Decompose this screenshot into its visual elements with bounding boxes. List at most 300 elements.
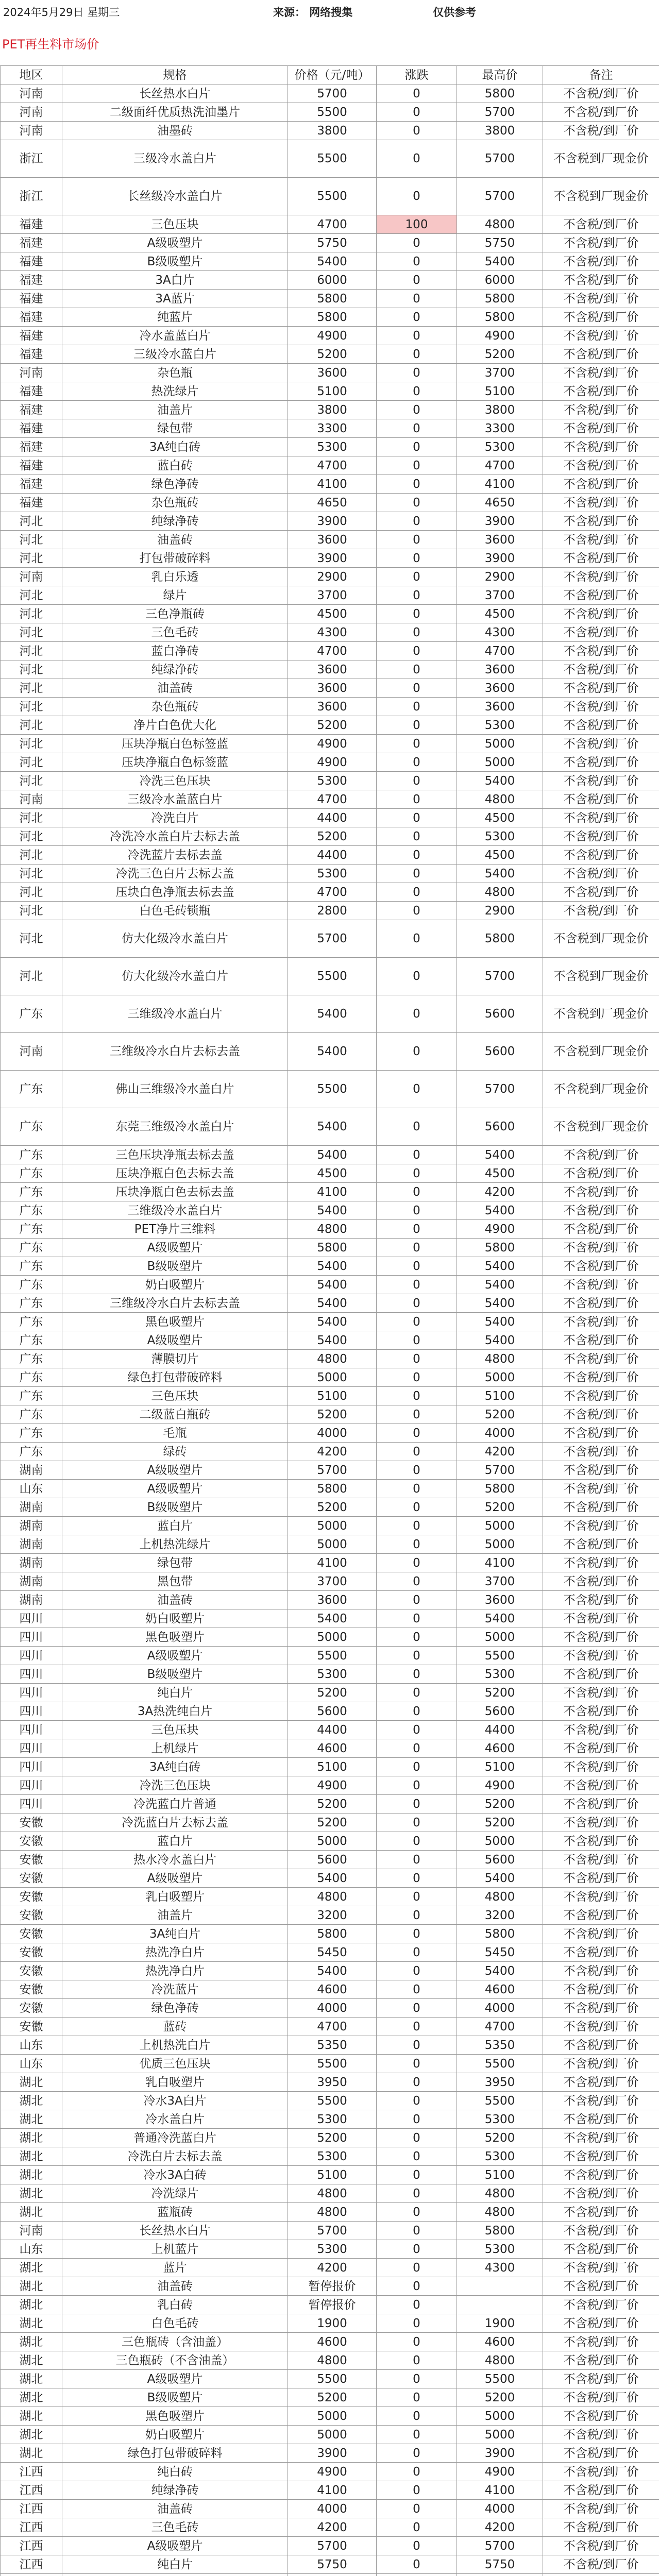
note-cell: 不含税/到厂价 [543, 2388, 659, 2407]
note-cell: 不含税/到厂价 [543, 790, 659, 809]
note-cell: 不含税/到厂价 [543, 2426, 659, 2444]
note-cell: 不含税/到厂价 [543, 1925, 659, 1943]
change-cell: 0 [377, 1443, 457, 1461]
region-cell: 河南 [1, 84, 62, 103]
change-cell: 0 [377, 1517, 457, 1535]
spec-cell: 三维级冷水白片去标去盖 [62, 1033, 288, 1071]
region-cell: 湖北 [1, 2277, 62, 2296]
table-row [1, 2481, 659, 2500]
change-cell: 0 [377, 494, 457, 512]
region-cell: 湖北 [1, 2129, 62, 2147]
change-cell: 0 [377, 103, 457, 122]
table-row [1, 419, 659, 438]
high-price-cell: 5800 [457, 308, 543, 327]
spec-cell: 奶白吸塑片 [62, 1276, 288, 1294]
region-cell: 四川 [1, 1758, 62, 1776]
table-row [1, 2055, 659, 2073]
note-cell: 不含税到厂现金价 [543, 178, 659, 215]
region-cell: 安徽 [1, 1814, 62, 1832]
region-cell: 浙江 [1, 140, 62, 178]
column-header: 涨跌 [377, 66, 457, 84]
region-cell: 江西 [1, 2463, 62, 2481]
spec-cell: 绿色打包带破碎料 [62, 2444, 288, 2463]
region-cell: 河北 [1, 883, 62, 902]
price-cell: 4300 [288, 623, 377, 642]
spec-cell: 杂色瓶砖 [62, 494, 288, 512]
spec-cell: 3A蓝片 [62, 290, 288, 308]
price-cell: 3900 [288, 512, 377, 531]
region-cell: 福建 [1, 382, 62, 401]
change-cell: 0 [377, 1201, 457, 1220]
price-table [0, 65, 659, 2576]
high-price-cell: 4300 [457, 623, 543, 642]
high-price-cell: 4500 [457, 605, 543, 623]
region-cell: 四川 [1, 1609, 62, 1628]
spec-cell: 蓝白砖 [62, 456, 288, 475]
spec-cell: 打包带破碎料 [62, 549, 288, 568]
high-price-cell [457, 2277, 543, 2296]
note-cell: 不含税/到厂价 [543, 512, 659, 531]
price-cell: 5200 [288, 1405, 377, 1424]
note-cell: 不含税/到厂价 [543, 1164, 659, 1183]
high-price-cell [457, 2296, 543, 2314]
region-cell: 福建 [1, 271, 62, 290]
table-row [1, 1647, 659, 1665]
high-price-cell: 2900 [457, 568, 543, 586]
high-price-cell: 5500 [457, 1647, 543, 1665]
price-cell: 5500 [288, 1071, 377, 1108]
spec-cell: 蓝白片 [62, 1832, 288, 1851]
spec-cell: 绿色净砖 [62, 475, 288, 494]
spec-cell: 冷洗蓝片去标去盖 [62, 846, 288, 865]
price-cell: 5400 [288, 1962, 377, 1980]
high-price-cell: 5400 [457, 865, 543, 883]
note-cell: 不含税/到厂价 [543, 1702, 659, 1721]
spec-cell: 压块净瓶白色去标去盖 [62, 1164, 288, 1183]
region-cell: 安徽 [1, 1888, 62, 1906]
change-cell: 0 [377, 1647, 457, 1665]
change-cell: 0 [377, 1033, 457, 1071]
change-cell: 0 [377, 364, 457, 382]
high-price-cell: 5200 [457, 345, 543, 364]
price-cell: 5100 [288, 1387, 377, 1405]
price-cell: 4200 [288, 2518, 377, 2537]
high-price-cell: 5300 [457, 2240, 543, 2259]
high-price-cell: 5200 [457, 1684, 543, 1702]
region-cell: 河北 [1, 735, 62, 753]
price-cell: 4900 [288, 2463, 377, 2481]
table-row [1, 1554, 659, 1572]
note-cell: 不含税/到厂价 [543, 364, 659, 382]
note-cell: 不含税/到厂价 [543, 1721, 659, 1739]
high-price-cell: 5300 [457, 1665, 543, 1684]
table-row [1, 1591, 659, 1609]
change-cell: 0 [377, 1888, 457, 1906]
high-price-cell: 3950 [457, 2073, 543, 2092]
note-cell: 不含税/到厂价 [543, 1183, 659, 1201]
note-cell: 不含税/到厂价 [543, 2222, 659, 2240]
change-cell: 0 [377, 1869, 457, 1888]
region-cell: 福建 [1, 456, 62, 475]
note-cell: 不含税/到厂价 [543, 327, 659, 345]
table-row [1, 382, 659, 401]
spec-cell: A级吸塑片 [62, 1869, 288, 1888]
note-cell: 不含税/到厂价 [543, 753, 659, 772]
price-cell: 5200 [288, 1814, 377, 1832]
price-cell: 4400 [288, 846, 377, 865]
change-cell: 0 [377, 1239, 457, 1257]
table-row [1, 902, 659, 920]
high-price-cell: 5400 [457, 1962, 543, 1980]
high-price-cell: 3600 [457, 679, 543, 698]
high-price-cell: 5000 [457, 1535, 543, 1554]
price-cell: 3600 [288, 364, 377, 382]
note-cell: 不含税/到厂价 [543, 698, 659, 716]
change-cell: 0 [377, 1943, 457, 1962]
high-price-cell: 5450 [457, 1943, 543, 1962]
price-cell: 5300 [288, 2110, 377, 2129]
price-cell: 3700 [288, 1572, 377, 1591]
region-cell: 山东 [1, 1480, 62, 1498]
change-cell: 0 [377, 1999, 457, 2018]
spec-cell: 三色瓶砖（含油盖） [62, 2333, 288, 2351]
region-cell: 江西 [1, 2500, 62, 2518]
note-cell: 不含税/到厂价 [543, 1591, 659, 1609]
price-cell: 3600 [288, 679, 377, 698]
table-row [1, 1294, 659, 1313]
region-cell: 福建 [1, 438, 62, 456]
note-cell: 不含税/到厂价 [543, 642, 659, 660]
table-row [1, 642, 659, 660]
spec-cell: 奶白吸塑片 [62, 2426, 288, 2444]
high-price-cell: 5000 [457, 1832, 543, 1851]
spec-cell: 冷洗蓝片 [62, 1980, 288, 1999]
note-cell: 不含税/到厂价 [543, 605, 659, 623]
high-price-cell: 4700 [457, 456, 543, 475]
table-row [1, 2036, 659, 2055]
high-price-cell: 4800 [457, 1350, 543, 1368]
note-cell: 不含税/到厂价 [543, 1869, 659, 1888]
high-price-cell: 5700 [457, 958, 543, 995]
high-price-cell: 5200 [457, 1814, 543, 1832]
high-price-cell: 5400 [457, 1276, 543, 1294]
price-cell: 4200 [288, 2259, 377, 2277]
price-cell: 5400 [288, 1869, 377, 1888]
table-row [1, 586, 659, 605]
note-cell [543, 2574, 659, 2576]
region-cell: 江西 [1, 2518, 62, 2537]
spec-cell: A级吸塑片 [62, 2370, 288, 2388]
change-cell: 0 [377, 1313, 457, 1331]
region-cell: 河北 [1, 772, 62, 790]
spec-cell: 蓝砖 [62, 2018, 288, 2036]
note-cell: 不含税/到厂价 [543, 772, 659, 790]
spec-cell: 白色毛砖锁瓶 [62, 902, 288, 920]
price-cell: 5100 [288, 1758, 377, 1776]
note-cell: 不含税/到厂价 [543, 2370, 659, 2388]
spec-cell: 上机绿片 [62, 1739, 288, 1758]
price-cell: 4900 [288, 1776, 377, 1795]
price-cell: 2800 [288, 902, 377, 920]
high-price-cell: 5300 [457, 438, 543, 456]
high-price-cell: 4800 [457, 790, 543, 809]
high-price-cell: 4100 [457, 1554, 543, 1572]
table-row [1, 605, 659, 623]
change-cell: 0 [377, 2518, 457, 2537]
change-cell: 0 [377, 2351, 457, 2370]
high-price-cell: 5400 [457, 1869, 543, 1888]
change-cell: 0 [377, 605, 457, 623]
table-row [1, 1183, 659, 1201]
price-cell: 4800 [288, 1220, 377, 1239]
price-cell: 5400 [288, 1201, 377, 1220]
change-cell: 0 [377, 958, 457, 995]
table-row [1, 1480, 659, 1498]
region-cell: 广东 [1, 1405, 62, 1424]
table-row [1, 623, 659, 642]
spec-cell: 长丝级冷水盖白片 [62, 178, 288, 215]
price-cell: 5600 [288, 1851, 377, 1869]
table-row [1, 327, 659, 345]
note-cell: 不含税到厂现金价 [543, 995, 659, 1033]
note-cell: 不含税/到厂价 [543, 1684, 659, 1702]
region-cell: 安徽 [1, 1943, 62, 1962]
price-cell: 4700 [288, 2018, 377, 2036]
note-cell: 不含税/到厂价 [543, 1535, 659, 1554]
change-cell: 0 [377, 475, 457, 494]
high-price-cell: 5400 [457, 252, 543, 271]
high-price-cell: 5200 [457, 1795, 543, 1814]
region-cell: 广东 [1, 1424, 62, 1443]
spec-cell: 压块白色净瓶去标去盖 [62, 883, 288, 902]
price-cell: 5000 [288, 1832, 377, 1851]
table-row [1, 401, 659, 419]
high-price-cell: 4300 [457, 2259, 543, 2277]
note-cell: 不含税/到厂价 [543, 2129, 659, 2147]
note-cell: 不含税/到厂价 [543, 2351, 659, 2370]
high-price-cell: 5100 [457, 1758, 543, 1776]
table-row [1, 1665, 659, 1684]
change-cell: 0 [377, 2296, 457, 2314]
change-cell: 0 [377, 140, 457, 178]
high-price-cell: 5700 [457, 178, 543, 215]
table-row [1, 1795, 659, 1814]
spec-cell: 油盖砖 [62, 1591, 288, 1609]
change-cell: 0 [377, 2314, 457, 2333]
spec-cell: 乳白吸塑片 [62, 2073, 288, 2092]
change-cell: 0 [377, 1721, 457, 1739]
change-cell: 100 [377, 215, 457, 234]
region-cell: 湖南 [1, 1498, 62, 1517]
spec-cell: 油盖砖 [62, 531, 288, 549]
spec-cell: B级吸塑片 [62, 1665, 288, 1684]
change-cell: 0 [377, 1164, 457, 1183]
change-cell: 0 [377, 549, 457, 568]
column-header: 规格 [62, 66, 288, 84]
spec-cell: 三色压块 [62, 215, 288, 234]
table-row [1, 2351, 659, 2370]
high-price-cell: 4650 [457, 494, 543, 512]
price-cell: 4700 [288, 215, 377, 234]
price-cell: 5200 [288, 2129, 377, 2147]
high-price-cell: 4500 [457, 846, 543, 865]
price-cell: 3600 [288, 531, 377, 549]
table-row [1, 1220, 659, 1239]
table-row [1, 1851, 659, 1869]
price-cell: 3900 [288, 549, 377, 568]
price-cell: 5400 [288, 1609, 377, 1628]
change-cell: 0 [377, 122, 457, 140]
price-cell: 5500 [288, 2370, 377, 2388]
high-price-cell: 4600 [457, 2333, 543, 2351]
price-cell: 5000 [288, 1535, 377, 1554]
price-cell: 4100 [288, 1183, 377, 1201]
change-cell: 0 [377, 234, 457, 252]
table-row [1, 271, 659, 290]
table-row [1, 995, 659, 1033]
change-cell: 0 [377, 271, 457, 290]
note-cell: 不含税/到厂价 [543, 1888, 659, 1906]
region-cell: 广东 [1, 1350, 62, 1368]
note-cell: 不含税/到厂价 [543, 1313, 659, 1331]
spec-cell: 三维级冷水盖白片 [62, 995, 288, 1033]
note-cell: 不含税/到厂价 [543, 2203, 659, 2222]
change-cell: 0 [377, 1257, 457, 1276]
change-cell: 0 [377, 1776, 457, 1795]
table-row [1, 364, 659, 382]
high-price-cell: 4000 [457, 1999, 543, 2018]
table-row [1, 252, 659, 271]
region-cell: 安徽 [1, 1906, 62, 1925]
note-cell: 不含税到厂现金价 [543, 140, 659, 178]
table-row [1, 1313, 659, 1331]
note-cell: 不含税/到厂价 [543, 1331, 659, 1350]
table-row [1, 772, 659, 790]
note-cell: 不含税/到厂价 [543, 1498, 659, 1517]
price-cell: 3800 [288, 401, 377, 419]
spec-cell: A级吸塑片 [62, 1239, 288, 1257]
high-price-cell: 5000 [457, 735, 543, 753]
spec-cell: 冷洗三色白片去标去盖 [62, 865, 288, 883]
region-cell: 安徽 [1, 1869, 62, 1888]
note-cell: 不含税/到厂价 [543, 2166, 659, 2184]
table-row [1, 1424, 659, 1443]
change-cell: 0 [377, 1368, 457, 1387]
region-cell: 河北 [1, 586, 62, 605]
spec-cell: 热洗绿片 [62, 382, 288, 401]
table-row [1, 2333, 659, 2351]
price-cell: 5000 [288, 1628, 377, 1647]
price-cell: 5200 [288, 827, 377, 846]
change-cell: 0 [377, 1684, 457, 1702]
change-cell: 0 [377, 1294, 457, 1313]
table-row [1, 2296, 659, 2314]
note-cell: 不含税/到厂价 [543, 1776, 659, 1795]
spec-cell: 仿大化级冷水盖白片 [62, 920, 288, 958]
change-cell: 0 [377, 1350, 457, 1368]
spec-cell: 冷洗白片去标去盖 [62, 2147, 288, 2166]
region-cell: 河南 [1, 1033, 62, 1071]
region-cell: 广东 [1, 1164, 62, 1183]
note-cell: 不含税/到厂价 [543, 2073, 659, 2092]
change-cell: 0 [377, 2481, 457, 2500]
table-row [1, 1461, 659, 1480]
region-cell: 河北 [1, 605, 62, 623]
change-cell: 0 [377, 2277, 457, 2296]
note-cell: 不含税/到厂价 [543, 234, 659, 252]
region-cell: 福建 [1, 327, 62, 345]
note-cell: 不含税到厂现金价 [543, 1071, 659, 1108]
change-cell: 0 [377, 2333, 457, 2351]
spec-cell: 乳白砖 [62, 2296, 288, 2314]
note-cell: 不含税/到厂价 [543, 2537, 659, 2555]
table-row [1, 84, 659, 103]
region-cell: 广东 [1, 1387, 62, 1405]
note-cell: 不含税/到厂价 [543, 1980, 659, 1999]
region-cell: 安徽 [1, 1999, 62, 2018]
table-row [1, 1443, 659, 1461]
change-cell: 0 [377, 1906, 457, 1925]
region-cell: 广东 [1, 1257, 62, 1276]
spec-cell: 长丝热水白片 [62, 2222, 288, 2240]
table-row [1, 456, 659, 475]
high-price-cell: 5600 [457, 995, 543, 1033]
price-cell: 4100 [288, 475, 377, 494]
note-cell: 不含税/到厂价 [543, 716, 659, 735]
price-cell: 5400 [288, 995, 377, 1033]
change-cell [377, 2574, 457, 2576]
table-row [1, 679, 659, 698]
price-cell: 5300 [288, 772, 377, 790]
change-cell: 0 [377, 2463, 457, 2481]
change-cell: 0 [377, 679, 457, 698]
change-cell: 0 [377, 1276, 457, 1294]
high-price-cell: 5800 [457, 290, 543, 308]
price-cell: 5400 [288, 1294, 377, 1313]
note-cell: 不含税/到厂价 [543, 2055, 659, 2073]
high-price-cell [457, 2574, 543, 2576]
spec-cell: 绿包带 [62, 1554, 288, 1572]
spec-cell: 绿色打包带破碎料 [62, 1368, 288, 1387]
region-cell: 湖北 [1, 2314, 62, 2333]
table-row [1, 920, 659, 958]
change-cell: 0 [377, 512, 457, 531]
change-cell: 0 [377, 1591, 457, 1609]
change-cell: 0 [377, 1980, 457, 1999]
note-cell: 不含税/到厂价 [543, 2555, 659, 2574]
table-row [1, 215, 659, 234]
column-header: 最高价 [457, 66, 543, 84]
spec-cell: 纯白片 [62, 2555, 288, 2574]
region-cell: 湖南 [1, 1572, 62, 1591]
high-price-cell: 5200 [457, 1498, 543, 1517]
column-header: 地区 [1, 66, 62, 84]
spec-cell: 3A白片 [62, 271, 288, 290]
price-cell: 5000 [288, 1517, 377, 1535]
price-cell: 4900 [288, 735, 377, 753]
high-price-cell: 5100 [457, 2166, 543, 2184]
change-cell: 0 [377, 2129, 457, 2147]
region-cell: 福建 [1, 290, 62, 308]
high-price-cell: 4600 [457, 1980, 543, 1999]
change-cell: 0 [377, 2388, 457, 2407]
report-date: 2024年5月29日 星期三 [3, 6, 120, 19]
table-row [1, 2147, 659, 2166]
note-cell: 不含税/到厂价 [543, 2277, 659, 2296]
note-cell: 不含税/到厂价 [543, 1239, 659, 1257]
spec-cell: A级吸塑片 [62, 1480, 288, 1498]
region-cell: 广东 [1, 1108, 62, 1146]
